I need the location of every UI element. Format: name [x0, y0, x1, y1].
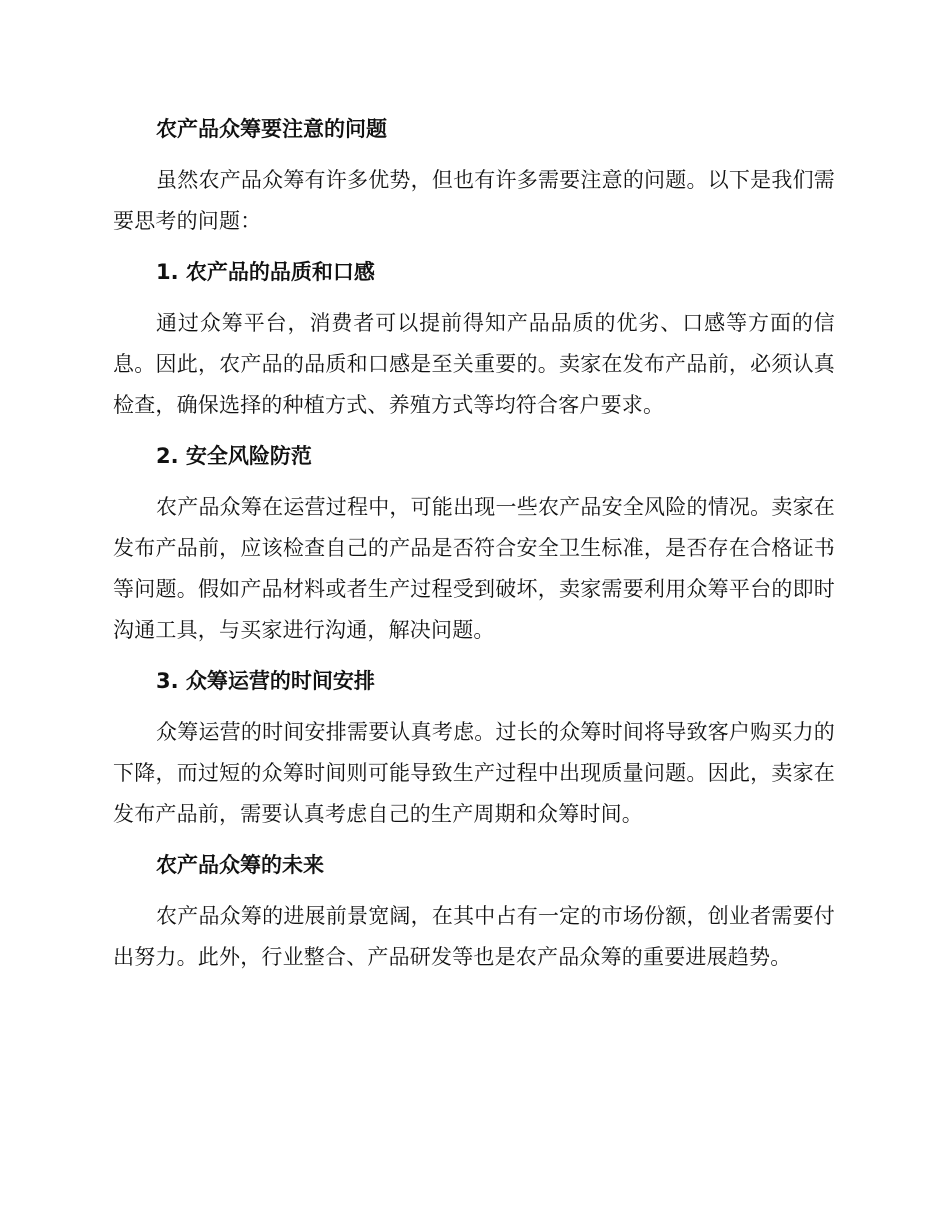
section-heading-precautions: 农产品众筹要注意的问题 [156, 117, 387, 141]
section-heading-future: 农产品众筹的未来 [156, 853, 324, 877]
document-page [113, 108, 835, 978]
section-paragraph-schedule: 众筹运营的时间安排需要认真考虑。过长的众筹时间将导致客户购买力的下降，而过短的众筹时间则可能导致生产过程中出现质量问题。因此，卖家在发布产品前，需要认真考虑自己的生产周期和众筹时间。 [113, 720, 835, 826]
section-paragraph-future: 农产品众筹的进展前景宽阔，在其中占有一定的市场份额，创业者需要付出努力。此外，行业整合、产品研发等也是农产品众筹的重要进展趋势。 [113, 904, 835, 969]
section-paragraph-quality: 通过众筹平台，消费者可以提前得知产品品质的优劣、口感等方面的信息。因此，农产品的品质和口感是至关重要的。卖家在发布产品前，必须认真检查，确保选择的种植方式、养殖方式等均符合客户要求。 [113, 311, 835, 417]
section-heading-safety: 2. 安全风险防范 [156, 444, 312, 468]
section-paragraph-safety: 农产品众筹在运营过程中，可能出现一些农产品安全风险的情况。卖家在发布产品前，应该检查自己的产品是否符合安全卫生标准，是否存在合格证书等问题。假如产品材料或者生产过程受到破坏，卖家需要利用众筹平台的即时沟通工具，与买家进行沟通，解决问题。 [113, 495, 835, 642]
section-heading-schedule: 3. 众筹运营的时间安排 [156, 669, 375, 693]
section-heading-quality: 1. 农产品的品质和口感 [156, 260, 375, 284]
section-paragraph-precautions: 虽然农产品众筹有许多优势，但也有许多需要注意的问题。以下是我们需要思考的问题： [113, 168, 835, 233]
